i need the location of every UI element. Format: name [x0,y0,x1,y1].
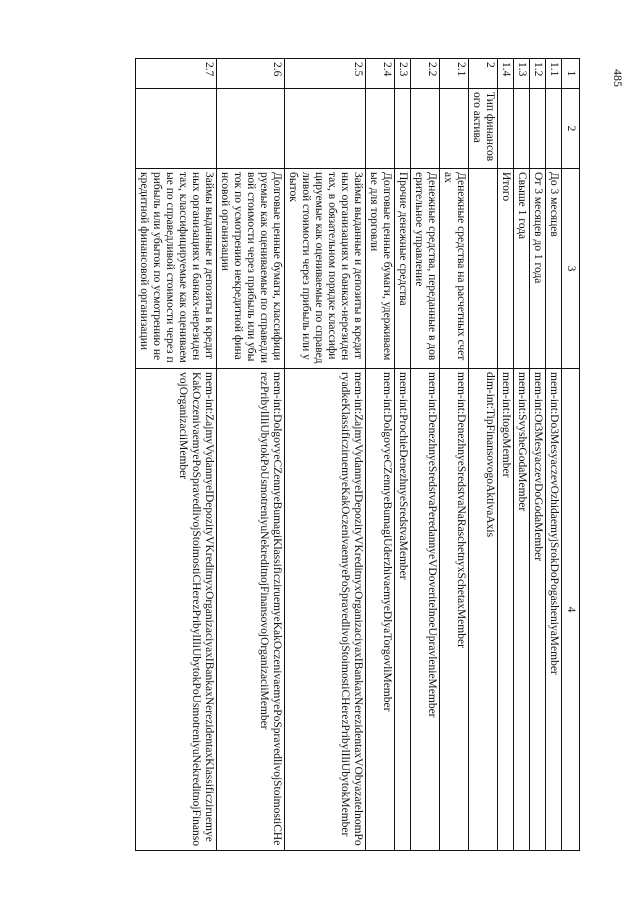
table-cell-c3 [469,169,498,369]
table-row [546,59,562,851]
table-row [366,59,395,851]
table-cell-c1: 2.5 [285,59,366,89]
table-cell-c3: Займы выданные и депозиты в кредитных организациях и банках-нерезидентах, в обязательном порядке классифицируемые как оцениваемые по справедливой стоимости через прибыль или убыток [285,169,366,369]
table-cell-c2 [546,89,562,169]
header-cell: 2 [562,89,580,169]
table-cell-c3: До 3 месяцев [546,169,562,369]
table-cell-c4: mem-int:ZajmyVydannyeIDepozityVKreditnyxOrganizaciyaxIBankaxNerezidentaxKlassificziruemyeKakOczenivaemyePoSpravedlivojStoimostiCHerezPribylIliUbytokPoUsmotreniyuNekreditnojFinansovojOrganizaciiMember [136,369,217,851]
table-cell-c3: Займы выданные и депозиты в кредитных организациях и банках-нерезидентах, классифицируемые как оцениваемые по справедливой стоимости через прибыль или убыток по усмотрению некредитной финансовой организации [136,169,217,369]
table-cell-c3: Итого [498,169,514,369]
header-cell: 4 [562,369,580,851]
rotated-table-wrapper [84,58,580,850]
table-cell-c1: 2.1 [440,59,469,89]
table-cell-c4: mem-int:ZajmyVydannyeIDepozityVKreditnyxOrganizaciyaxIBankaxNerezidentaxVObyazatelnomPoryadkeKlassificziruemyeKakOczenivaemyePoSpravedlivojStoimostiCHerezPribylIliUbytokMember [285,369,366,851]
table-cell-c1: 1.4 [498,59,514,89]
table-cell-c4: mem-int:Do3MesyaczevOzhidaemyjSrokDoPogasheniyaMember [546,369,562,851]
table-cell-c4: mem-int:SvysheGodaMember [514,369,530,851]
table-cell-c4: mem-int:ItogoMember [498,369,514,851]
table-row [217,59,285,851]
table-row [285,59,366,851]
table-cell-c4: mem-int:DolgovyeCZennyeBumagiKlassificziruemyeKakOczenivaemyePoSpravedlivojStoimostiCHerezPribylIliUbytokPoUsmotreniyuNekreditnojFinansovojOrganizaciiMember [217,369,285,851]
header-row [562,59,580,851]
table-row [440,59,469,851]
table-row [514,59,530,851]
header-cell: 1 [562,59,580,89]
table-cell-c3: Денежные средства на расчетных счетах [440,169,469,369]
table-cell-c4: mem-int:Ot3MesyaczevDoGodaMember [530,369,546,851]
table-row [411,59,440,851]
table-cell-c4: mem-int:ProchieDenezhnyeSredstvaMember [395,369,411,851]
table-cell-c3: Свыше 1 года [514,169,530,369]
table-cell-c2: Тип финансового актива [469,89,498,169]
table-cell-c2 [217,89,285,169]
table-row [136,59,217,851]
table-cell-c1: 1.2 [530,59,546,89]
table-cell-c1: 2.6 [217,59,285,89]
table-cell-c4: dim-int:TipFinansovogoAktivaAxis [469,369,498,851]
table-cell-c4: mem-int:DenezhnyeSredstvaNaRaschetnyxSchetaxMember [440,369,469,851]
table-cell-c2 [530,89,546,169]
table-cell-c1: 1.1 [546,59,562,89]
table-cell-c2 [498,89,514,169]
table-cell-c1: 2.3 [395,59,411,89]
header-cell: 3 [562,169,580,369]
page-number: 485 [611,69,625,87]
table-cell-c1: 2.4 [366,59,395,89]
table-row [530,59,546,851]
table-row [395,59,411,851]
table-cell-c2 [440,89,469,169]
table-cell-c2 [285,89,366,169]
table-cell-c2 [395,89,411,169]
table-cell-c1: 2 [469,59,498,89]
table-cell-c1: 2.2 [411,59,440,89]
table-cell-c3: Долговые ценные бумаги, удерживаемые для торговли [366,169,395,369]
table-row [498,59,514,851]
table-cell-c2 [136,89,217,169]
table-cell-c3: Прочие денежные средства [395,169,411,369]
table-cell-c2 [514,89,530,169]
table-row [469,59,498,851]
table-cell-c4: mem-int:DolgovyeCZennyeBumagiUderzhivaemyeDlyaTorgovliMember [366,369,395,851]
table-cell-c1: 1.3 [514,59,530,89]
taxonomy-table [135,58,580,851]
table-cell-c4: mem-int:DenezhnyeSredstvaPeredannyeVDoveritelnoeUpravlenieMember [411,369,440,851]
table-cell-c1: 2.7 [136,59,217,89]
table-cell-c2 [411,89,440,169]
table-cell-c3: Долговые ценные бумаги, классифицируемые как оцениваемые по справедливой стоимости через прибыль или убыток по усмотрению некредитной финансовой организации [217,169,285,369]
table-cell-c3: От 3 месяцев до 1 года [530,169,546,369]
table-cell-c2 [366,89,395,169]
table-cell-c3: Денежные средства, переданные в доверительное управление [411,169,440,369]
